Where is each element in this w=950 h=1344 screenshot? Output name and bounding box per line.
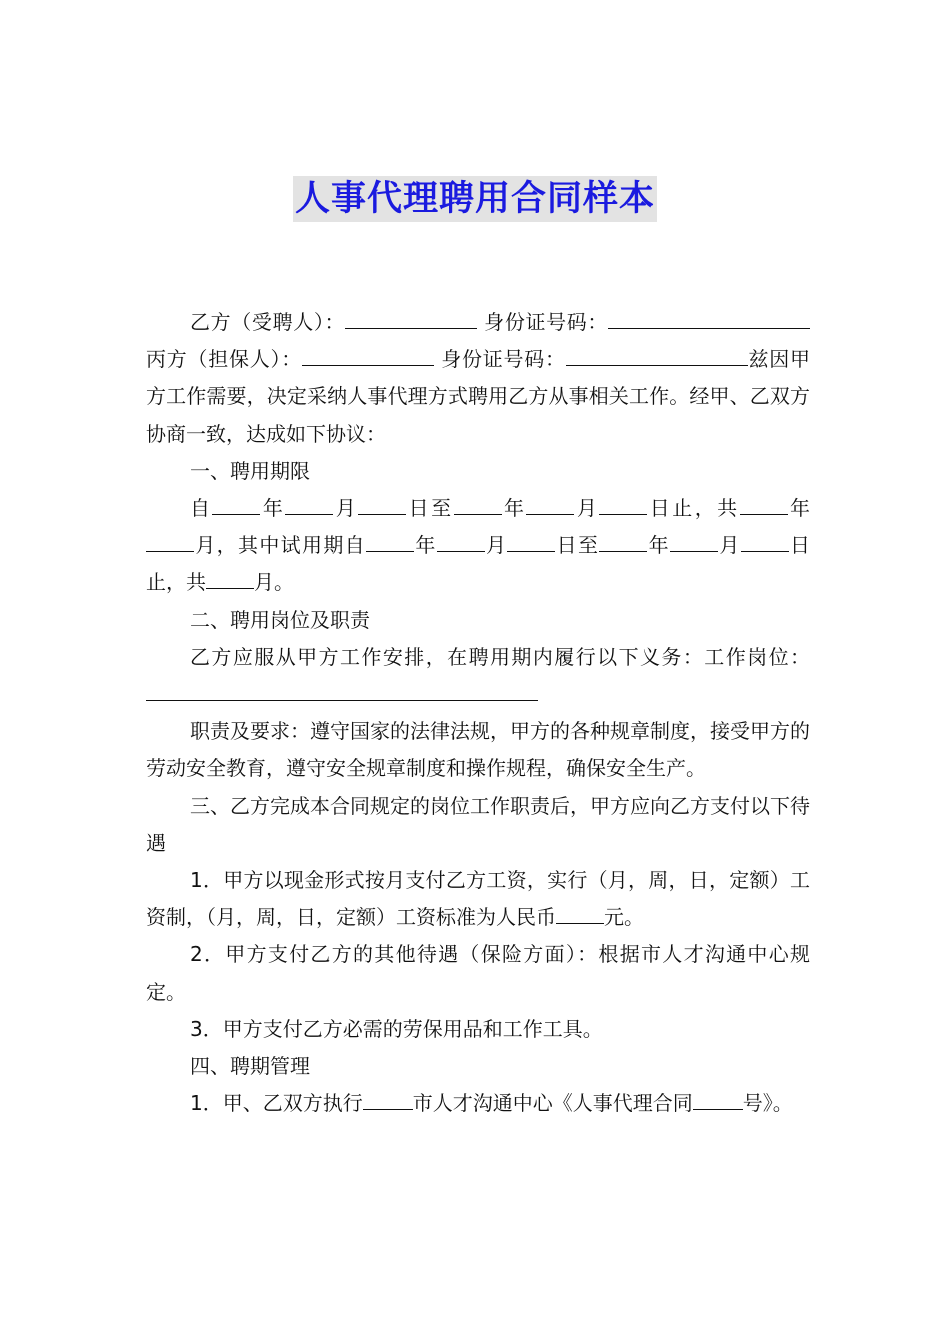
term-paragraph	[146, 490, 810, 602]
term-blank[interactable]	[670, 529, 706, 552]
pay-item-2: 2．甲方支付乙方的其他待遇（保险方面）：根据市人才沟通中心规定。	[146, 942, 810, 1004]
term-blank[interactable]	[146, 529, 194, 552]
mgmt-item-1-text: 号》。	[742, 1091, 793, 1116]
term-blank[interactable]	[507, 529, 555, 552]
party-b-id-blank[interactable]	[608, 306, 788, 329]
term-text: 日止，共	[647, 496, 740, 521]
document-body	[146, 304, 810, 1122]
term-text: 月	[484, 533, 508, 558]
term-text: 月，其中试用期自	[194, 533, 366, 558]
duty-paragraph	[146, 639, 810, 713]
term-text: 年	[260, 496, 286, 521]
term-blank[interactable]	[741, 529, 789, 552]
document-title: 人事代理聘用合同样本	[293, 176, 657, 222]
pay-item-1-text: 1．甲方以现金形式按月支付乙方工资，实行（月，周，日，定额）工资制，（月，周，日，定额）工资标准为人民币	[146, 868, 810, 930]
section-1-heading: 一、聘用期限	[190, 458, 310, 483]
term-text: 日至	[406, 496, 454, 521]
term-text: 年	[647, 533, 671, 558]
term-text: 年	[414, 533, 437, 558]
duty-requirements-paragraph: 职责及要求：遵守国家的法律法规，甲方的各种规章制度，接受甲方的劳动安全教育，遵守安全规章制度和操作规程，确保安全生产。	[146, 719, 810, 781]
term-text: 日至	[555, 533, 600, 558]
duty-text: 乙方应服从甲方工作安排，在聘用期内履行以下义务：工作岗位：	[190, 644, 810, 669]
term-blank[interactable]	[285, 492, 333, 515]
salary-amount-blank[interactable]	[556, 901, 604, 924]
party-b-id-label: 身份证号码：	[484, 310, 609, 334]
term-blank[interactable]	[740, 492, 768, 515]
mgmt-item-1-text: 1．甲、乙双方执行	[190, 1091, 363, 1116]
mgmt-item-1	[146, 1085, 810, 1122]
term-text: 自	[190, 496, 213, 521]
term-blank[interactable]	[454, 492, 502, 515]
term-blank[interactable]	[526, 492, 574, 515]
section-4-heading: 四、聘期管理	[190, 1054, 310, 1079]
term-blank[interactable]	[599, 492, 647, 515]
term-text: 日止，共	[146, 533, 811, 595]
term-text: 年	[501, 496, 527, 521]
mgmt-item-1-text: 市人才沟通中心《人事代理合同	[412, 1091, 693, 1116]
term-text: 年	[787, 496, 811, 521]
term-blank[interactable]	[206, 566, 254, 589]
party-b-id-blank-cont[interactable]	[788, 306, 810, 329]
term-blank-cont[interactable]	[706, 529, 718, 552]
term-blank-cont[interactable]	[768, 492, 788, 515]
party-c-label: 丙方（担保人）：	[146, 347, 303, 372]
intro-text: 兹因甲方工作需要，决定采纳人事代理方式聘用乙方从事相关工作。经甲、乙双方协商一致，达成如下协议：	[146, 347, 811, 446]
party-b-label: 乙方（受聘人）：	[190, 310, 346, 334]
city-blank[interactable]	[363, 1087, 413, 1110]
term-blank[interactable]	[437, 529, 485, 552]
pay-item-3: 3．甲方支付乙方必需的劳保用品和工作工具。	[190, 1016, 603, 1041]
contract-number-blank[interactable]	[693, 1087, 743, 1110]
parties-paragraph	[146, 304, 810, 453]
party-b-name-blank[interactable]	[345, 306, 477, 329]
section-3-heading: 三、乙方完成本合同规定的岗位工作职责后，甲方应向乙方支付以下待遇	[146, 793, 810, 855]
term-text: 月	[333, 496, 359, 521]
pay-item-1	[146, 862, 810, 936]
term-text: 月	[718, 533, 741, 558]
term-blank[interactable]	[366, 529, 414, 552]
term-blank[interactable]	[212, 492, 260, 515]
term-text: 月	[574, 496, 600, 521]
term-blank[interactable]	[358, 492, 406, 515]
party-c-id-label: 身份证号码：	[441, 347, 566, 372]
pay-item-1-unit: 元。	[604, 905, 644, 930]
section-2-heading: 二、聘用岗位及职责	[190, 607, 370, 632]
party-c-id-blank[interactable]	[566, 343, 748, 366]
term-blank[interactable]	[599, 529, 647, 552]
term-text: 月。	[254, 570, 294, 595]
job-position-blank[interactable]	[146, 678, 538, 701]
title-container	[0, 176, 950, 222]
party-c-name-blank[interactable]	[302, 343, 434, 366]
